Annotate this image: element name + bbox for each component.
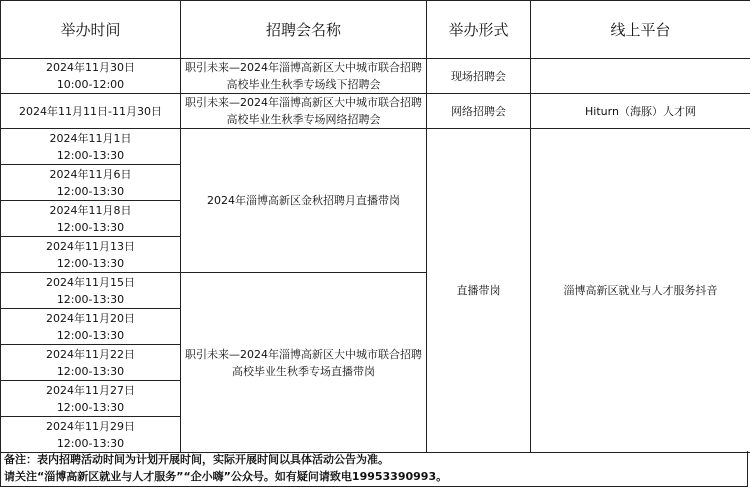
row2-time: 2024年11月11日-11月30日 [1, 94, 181, 129]
live-date-7: 2024年11月22日 12:00-13:30 [1, 345, 181, 381]
notes-footer [0, 451, 748, 487]
row2-form: 网络招聘会 [427, 94, 531, 129]
row1-platform [531, 59, 750, 94]
row2-name: 职引未来—2024年淄博高新区大中城市联合招聘高校毕业生秋季专场网络招聘会 [181, 94, 427, 129]
note-line-1: 备注：表内招聘活动时间为计划开展时间，实际开展时间以具体活动公告为准。 [4, 453, 389, 466]
live-form: 直播带岗 [427, 129, 531, 453]
header-name: 招聘会名称 [181, 1, 427, 59]
live-date-2: 2024年11月6日 12:00-13:30 [1, 165, 181, 201]
header-platform: 线上平台 [531, 1, 750, 59]
row1-name: 职引未来—2024年淄博高新区大中城市联合招聘高校毕业生秋季专场线下招聘会 [181, 59, 427, 94]
header-form: 举办形式 [427, 1, 531, 59]
live-date-4: 2024年11月13日 12:00-13:30 [1, 237, 181, 273]
table-row [1, 59, 750, 94]
header-time: 举办时间 [1, 1, 181, 59]
live-name-group1: 2024年淄博高新区金秋招聘月直播带岗 [181, 129, 427, 273]
live-date-1: 2024年11月1日 12:00-13:30 [1, 129, 181, 165]
live-date-9: 2024年11月29日 12:00-13:30 [1, 417, 181, 453]
row1-form: 现场招聘会 [427, 59, 531, 94]
live-date-6: 2024年11月20日 12:00-13:30 [1, 309, 181, 345]
row1-time: 2024年11月30日 10:00-12:00 [1, 59, 181, 94]
table-row [1, 94, 750, 129]
live-date-3: 2024年11月8日 12:00-13:30 [1, 201, 181, 237]
live-platform: 淄博高新区就业与人才服务抖音 [531, 129, 750, 453]
table-row [1, 129, 750, 165]
live-date-8: 2024年11月27日 12:00-13:30 [1, 381, 181, 417]
live-name-group2: 职引未来—2024年淄博高新区大中城市联合招聘高校毕业生秋季专场直播带岗 [181, 273, 427, 453]
header-row [1, 1, 750, 59]
live-date-5: 2024年11月15日 12:00-13:30 [1, 273, 181, 309]
row2-platform: Hiturn（海豚）人才网 [531, 94, 750, 129]
note-line-2: 请关注“淄博高新区就业与人才服务”“企小嗨”公众号。如有疑问请致电19953390993。 [4, 470, 448, 483]
